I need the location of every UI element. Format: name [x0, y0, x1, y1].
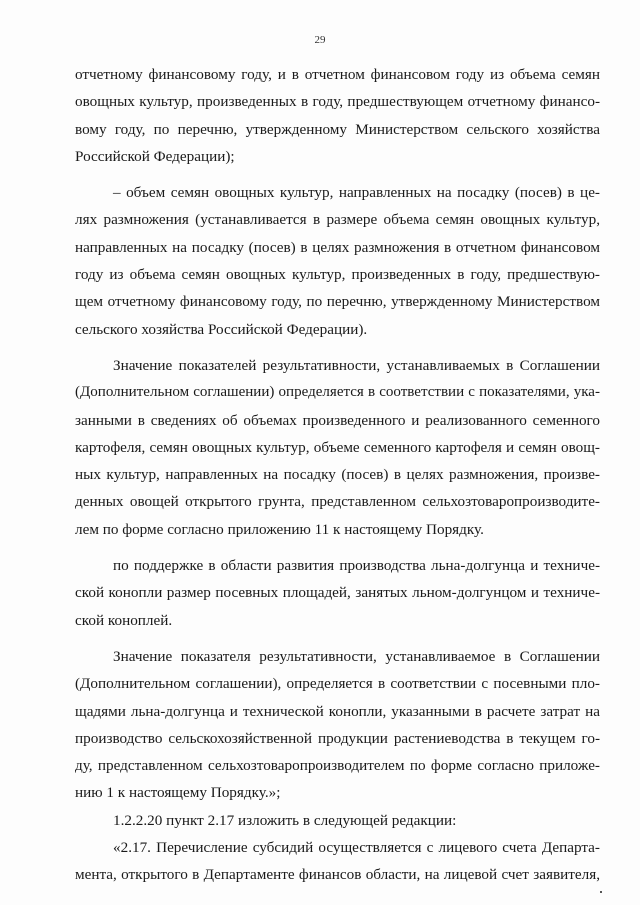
- paragraph: [75, 834, 600, 889]
- text-line: овощных культур, произведенных в году, предшествующем отчетному финансо-: [75, 93, 600, 111]
- text-line: 1.2.2.20 пункт 2.17 изложить в следующей редакции:: [113, 811, 457, 829]
- paragraph: [75, 552, 600, 634]
- text-line: сельского хозяйства Российской Федерации).: [75, 320, 368, 338]
- text-line: ных культур, направленных на посадку (посев) в целях размножения, произве-: [75, 466, 600, 484]
- text-line: производство сельскохозяйственной продукции растениеводства в текущем го-: [75, 729, 600, 747]
- text-line: направленных на посадку (посев) в целях размножения в отчетном финансовом: [75, 238, 600, 256]
- text-line: Значение показателей результативности, устанавливаемых в Соглашении: [113, 356, 600, 374]
- text-line: ской коноплей.: [75, 611, 173, 629]
- paragraph: [75, 179, 600, 343]
- text-line: лях размножения (устанавливается в размере объема семян овощных культур,: [75, 211, 600, 229]
- document-body: [75, 61, 600, 889]
- paragraph: [75, 807, 600, 834]
- text-line: ду, представленном сельхозтоваропроизводителем по форме согласно приложе-: [75, 757, 600, 775]
- text-line: занными в сведениях об объемах произведенного и реализованного семенного: [75, 411, 600, 429]
- page-number: 29: [314, 34, 326, 46]
- paragraph: [75, 61, 600, 170]
- text-line: «2.17. Перечисление субсидий осуществляется с лицевого счета Департа-: [113, 839, 600, 857]
- text-line: нию 1 к настоящему Порядку.»;: [75, 784, 281, 802]
- text-line: Значение показателя результативности, устанавливаемое в Соглашении: [113, 647, 600, 665]
- text-line: (Дополнительном соглашении) определяется в соответствии с показателями, ука-: [75, 384, 600, 401]
- text-line: лем по форме согласно приложению 11 к настоящему Порядку.: [75, 520, 484, 538]
- text-line: щем отчетному финансовому году, по перечню, утвержденному Министерством: [75, 293, 600, 311]
- text-line: картофеля, семян овощных культур, объеме семенного картофеля и семян овощ-: [75, 438, 600, 456]
- paragraph: [75, 352, 600, 543]
- text-line: (Дополнительном соглашении), определяется в соответствии с посевными пло-: [75, 675, 600, 693]
- text-line: по поддержке в области развития производства льна-долгунца и техниче-: [113, 557, 600, 575]
- text-line: Российской Федерации);: [75, 147, 235, 165]
- text-line: – объем семян овощных культур, направленных на посадку (посев) в це-: [113, 184, 600, 202]
- text-line: году из объема семян овощных культур, произведенных в году, предшествую-: [75, 266, 600, 284]
- paragraph: [75, 643, 600, 807]
- scan-speck: [600, 891, 602, 893]
- text-line: мента, открытого в Департаменте финансов области, на лицевой счет заявителя,: [75, 866, 600, 884]
- text-line: вому году, по перечню, утвержденному Министерством сельского хозяйства: [75, 120, 600, 138]
- text-line: отчетному финансовому году, и в отчетном финансовом году из объема семян: [75, 66, 600, 83]
- text-line: денных овощей открытого грунта, представленном сельхозтоваропроизводите-: [75, 493, 600, 511]
- text-line: ской конопли размер посевных площадей, занятых льном-долгунцом и техниче-: [75, 584, 600, 602]
- text-line: щадями льна-долгунца и технической конопли, указанными в расчете затрат на: [75, 702, 600, 720]
